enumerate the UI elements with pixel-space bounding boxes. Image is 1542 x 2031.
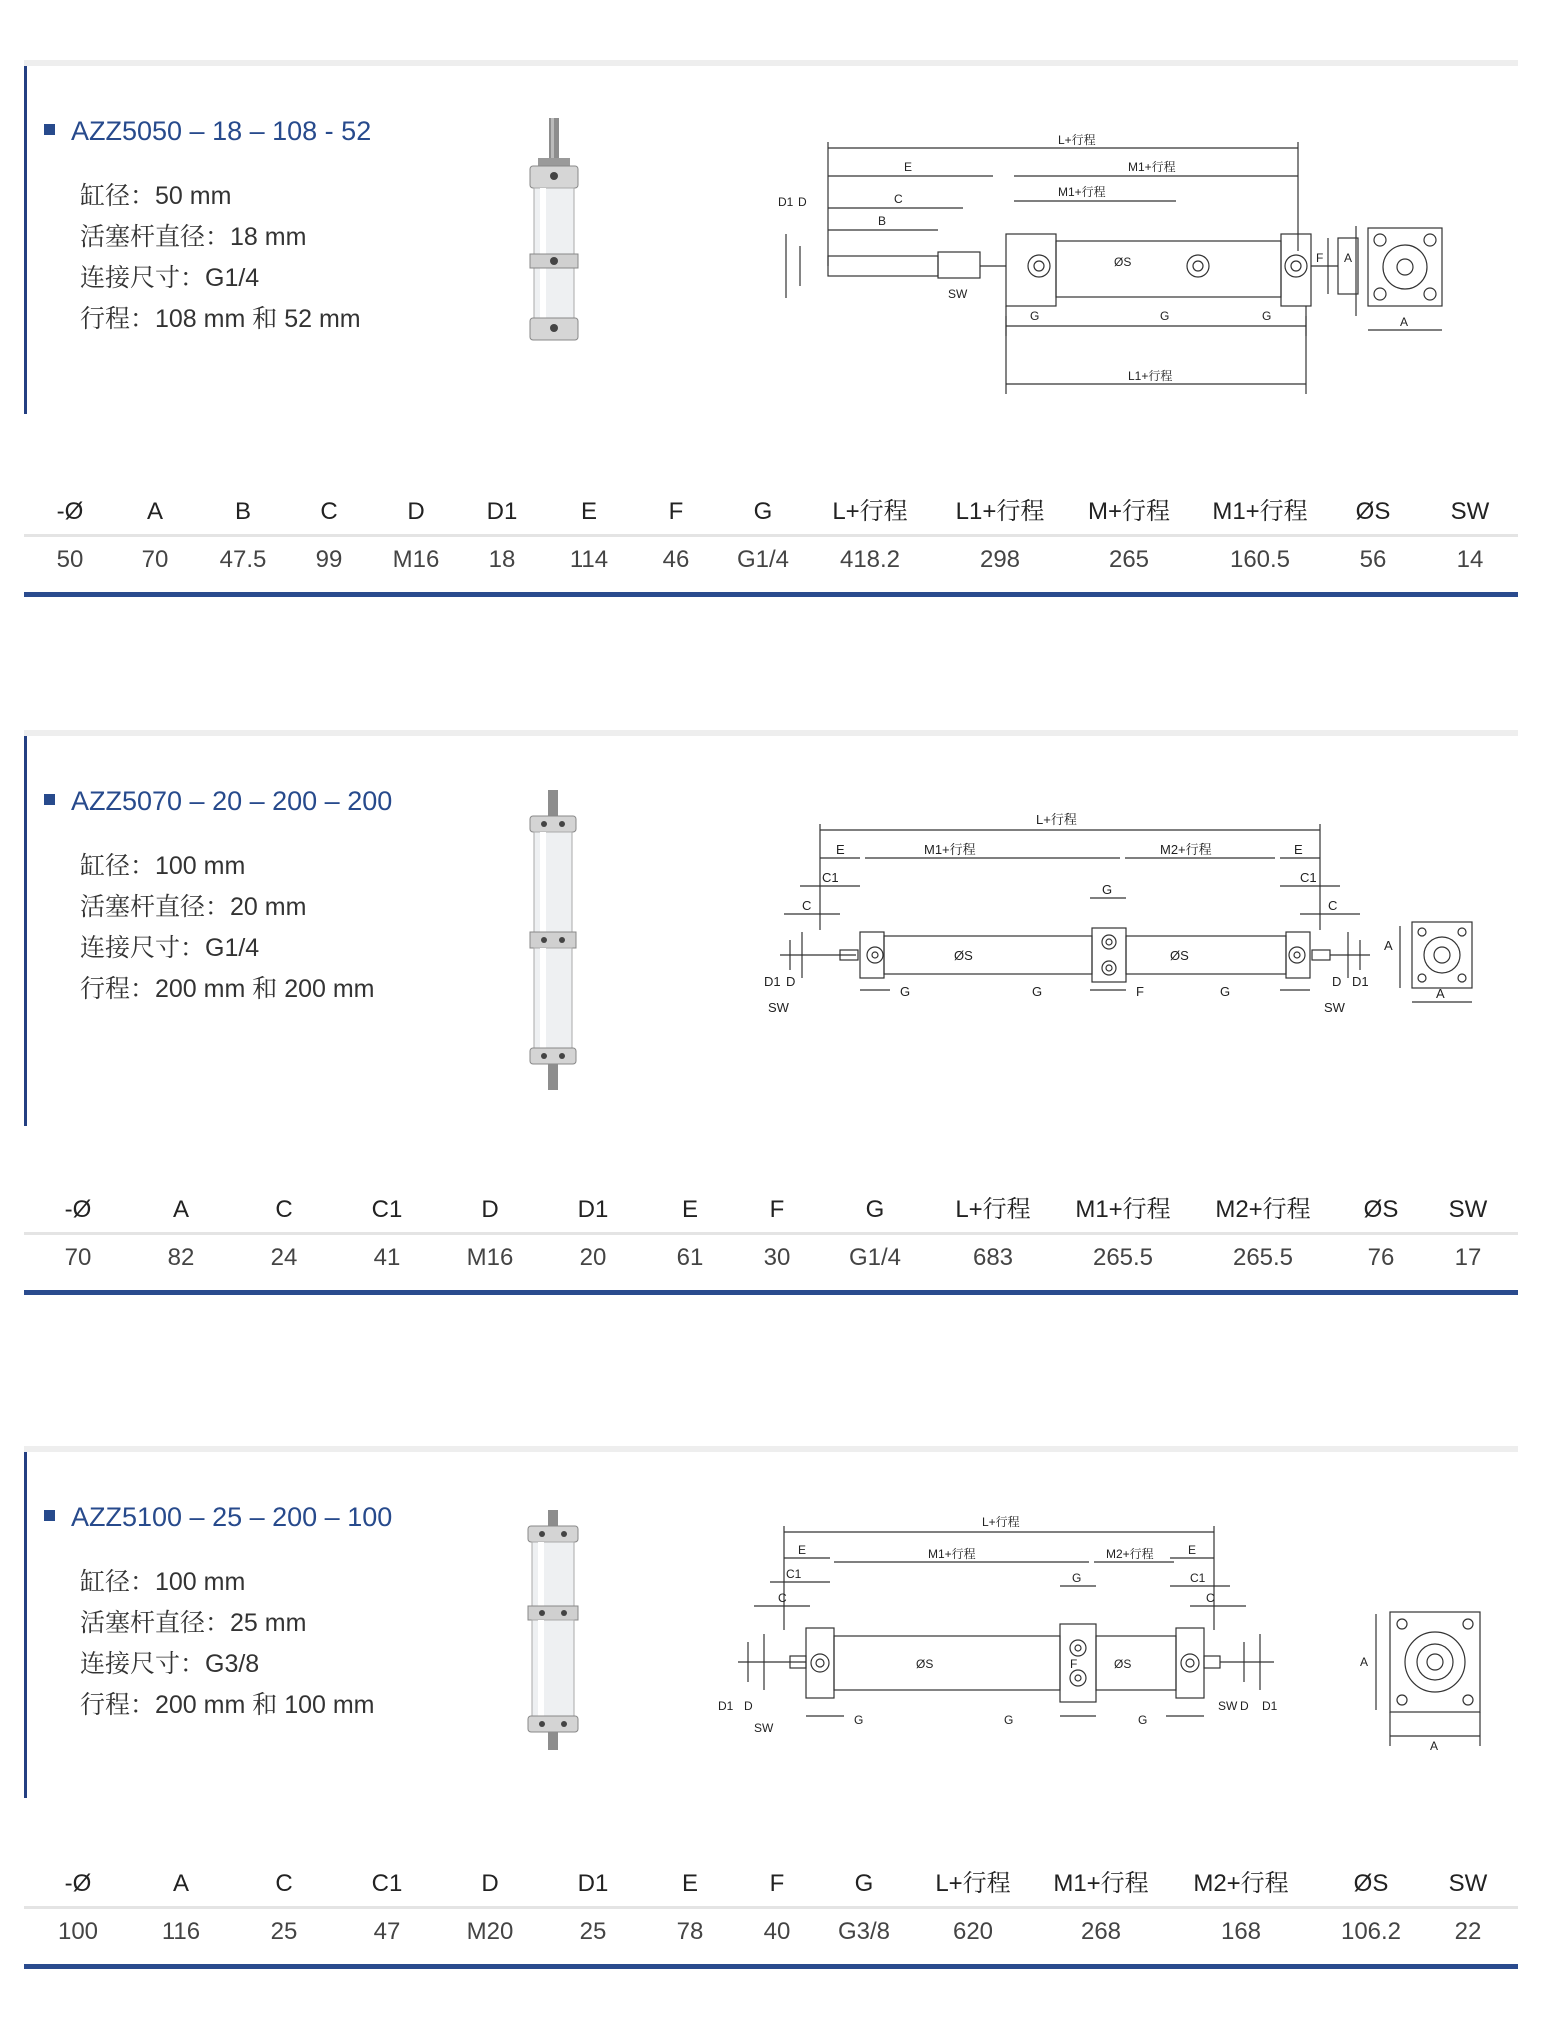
table-header-cell: D1 <box>577 1196 609 1223</box>
table-cell: 683 <box>972 1244 1014 1271</box>
table-cell: 47.5 <box>219 546 267 573</box>
table-header-cell: SW <box>1448 1870 1488 1897</box>
dim-label: E <box>904 160 913 174</box>
table-cell: 265 <box>1108 546 1150 573</box>
table-cell: 18 <box>488 546 516 573</box>
dim-label: D <box>798 195 807 209</box>
table-cell: 268 <box>1080 1918 1122 1945</box>
table-header-cell: G <box>753 498 773 525</box>
table-header-cell: A <box>172 1870 190 1897</box>
dim-label: D <box>1332 974 1342 989</box>
table-row <box>24 1912 1518 1952</box>
dim-label: G <box>1030 309 1040 323</box>
dim-label: D <box>786 974 796 989</box>
table-header-cell: ØS <box>1353 1870 1389 1897</box>
dim-label: SW <box>768 1000 789 1015</box>
product-title <box>44 116 371 147</box>
table-cell: 620 <box>952 1918 994 1945</box>
dim-label: L+行程 <box>1036 812 1077 827</box>
dim-label: G <box>1160 309 1170 323</box>
table-header-cell: D <box>407 498 425 525</box>
dim-label: G <box>1032 984 1043 999</box>
table-cell: 14 <box>1456 546 1484 573</box>
dim-label: SW <box>1324 1000 1345 1015</box>
table-header-cell: E <box>580 498 598 525</box>
dim-label: L1+行程 <box>1128 369 1173 383</box>
spec-bore: 缸径：100 mm <box>80 852 246 880</box>
dim-label: G <box>1004 1713 1014 1727</box>
dim-label: G <box>1220 984 1231 999</box>
table-cell: 30 <box>763 1244 791 1271</box>
dim-label: G <box>1072 1571 1082 1585</box>
table-cell: 17 <box>1454 1244 1482 1271</box>
dim-label: M1+行程 <box>924 842 976 857</box>
dim-label: C <box>802 898 812 913</box>
table-cell: 116 <box>161 1918 201 1945</box>
cylinder-photo-icon <box>514 1510 594 1750</box>
table-cell: 418.2 <box>839 546 901 573</box>
table-cell: 47 <box>373 1918 401 1945</box>
technical-drawing <box>760 810 1500 1050</box>
table-header-row <box>24 492 1518 532</box>
product-title <box>44 786 392 817</box>
table-header-cell: D1 <box>486 498 518 525</box>
dim-label: B <box>878 214 887 228</box>
table-header-cell: F <box>769 1196 785 1223</box>
dim-label: M1+行程 <box>1128 160 1176 174</box>
table-cell: 106.2 <box>1340 1918 1402 1945</box>
table-cell: 25 <box>270 1918 298 1945</box>
dim-label: G <box>1138 1713 1148 1727</box>
dim-label: C <box>1206 1591 1215 1605</box>
dim-label: G <box>1102 882 1113 897</box>
table-header-cell: F <box>769 1870 785 1897</box>
dim-label: SW <box>1218 1699 1238 1713</box>
section-top-divider <box>24 1446 1518 1452</box>
table-header-cell: -Ø <box>64 1870 92 1897</box>
table-header-cell: D <box>481 1196 499 1223</box>
dim-label: C1 <box>786 1567 802 1581</box>
table-header-cell: D1 <box>577 1870 609 1897</box>
spec-stroke: 行程：200 mm 和 200 mm <box>80 975 375 1003</box>
dim-label: D1 <box>778 195 794 209</box>
dim-label: SW <box>754 1721 774 1735</box>
spec-bore: 缸径：50 mm <box>80 182 232 210</box>
dim-label: M2+行程 <box>1106 1547 1154 1561</box>
dim-label: E <box>798 1543 807 1557</box>
spec-connection: 连接尺寸：G1/4 <box>80 264 260 292</box>
table-cell: M16 <box>392 546 440 573</box>
dim-label: C <box>778 1591 787 1605</box>
table-header-cell: C <box>275 1196 293 1223</box>
table-header-cell: M1+行程 <box>1053 1870 1149 1897</box>
table-cell: 61 <box>676 1244 704 1271</box>
spec-rod-diameter: 活塞杆直径：18 mm <box>80 223 307 251</box>
dim-label: E <box>1294 842 1303 857</box>
table-header-cell: L+行程 <box>832 498 908 525</box>
table-header-cell: F <box>668 498 684 525</box>
dim-label: C <box>1328 898 1338 913</box>
dim-label: G <box>1262 309 1272 323</box>
product-title <box>44 1502 392 1533</box>
table-cell: 25 <box>579 1918 607 1945</box>
product-title-text: AZZ5050 – 18 – 108 - 52 <box>71 116 372 146</box>
section-left-accent <box>24 736 27 1126</box>
dim-label: F <box>1136 984 1144 999</box>
dim-label: A <box>1344 251 1353 265</box>
table-cell: 76 <box>1367 1244 1395 1271</box>
dim-label: M1+行程 <box>1058 185 1106 199</box>
table-header-cell: L+行程 <box>955 1196 1031 1223</box>
table-cell: 265.5 <box>1092 1244 1154 1271</box>
table-header-cell: -Ø <box>56 498 84 525</box>
dim-label: ØS <box>1114 1657 1132 1671</box>
section-left-accent <box>24 66 27 414</box>
dim-label: D1 <box>1262 1699 1278 1713</box>
table-cell: G3/8 <box>837 1918 891 1945</box>
cylinder-photo-icon <box>514 790 594 1090</box>
table-row <box>24 1238 1518 1278</box>
table-header-cell: ØS <box>1355 498 1391 525</box>
table-separator <box>24 1232 1518 1235</box>
table-cell: 40 <box>763 1918 791 1945</box>
technical-drawing <box>694 1510 1514 1760</box>
dim-label: F <box>1070 1657 1078 1671</box>
table-cell: 24 <box>270 1244 298 1271</box>
table-cell: 82 <box>167 1244 195 1271</box>
product-title-text: AZZ5100 – 25 – 200 – 100 <box>71 1502 393 1532</box>
dim-label: A <box>1430 1739 1439 1753</box>
table-header-cell: B <box>234 498 252 525</box>
table-bottom-rule <box>24 1290 1518 1295</box>
dim-label: C1 <box>822 870 839 885</box>
dim-label: E <box>1188 1543 1197 1557</box>
table-cell: G1/4 <box>848 1244 902 1271</box>
spec-connection: 连接尺寸：G1/4 <box>80 934 260 962</box>
table-cell: 168 <box>1220 1918 1262 1945</box>
product-title-text: AZZ5070 – 20 – 200 – 200 <box>71 786 393 816</box>
table-cell: 22 <box>1454 1918 1482 1945</box>
dim-label: D <box>1240 1699 1249 1713</box>
spec-rod-diameter: 活塞杆直径：25 mm <box>80 1609 307 1637</box>
table-header-cell: M2+行程 <box>1193 1870 1289 1897</box>
dim-label: ØS <box>1170 948 1189 963</box>
table-cell: 78 <box>676 1918 704 1945</box>
table-cell: 20 <box>579 1244 607 1271</box>
table-cell: 265.5 <box>1232 1244 1294 1271</box>
square-bullet-icon <box>44 794 55 805</box>
table-header-cell: C <box>275 1870 293 1897</box>
table-header-cell: A <box>146 498 164 525</box>
table-cell: 70 <box>141 546 169 573</box>
table-bottom-rule <box>24 1964 1518 1969</box>
table-header-cell: SW <box>1450 498 1490 525</box>
table-cell: 41 <box>373 1244 401 1271</box>
table-separator <box>24 1906 1518 1909</box>
table-header-cell: E <box>681 1196 699 1223</box>
table-cell: 99 <box>315 546 343 573</box>
table-header-cell: ØS <box>1363 1196 1399 1223</box>
dim-label: M2+行程 <box>1160 842 1212 857</box>
technical-drawing <box>768 126 1488 426</box>
table-row <box>24 540 1518 580</box>
table-cell: 56 <box>1359 546 1387 573</box>
dim-label: D <box>744 1699 753 1713</box>
dim-label: F <box>1316 251 1324 265</box>
dim-label: ØS <box>916 1657 934 1671</box>
spec-bore: 缸径：100 mm <box>80 1568 246 1596</box>
table-header-cell: M+行程 <box>1087 498 1171 525</box>
dim-label: M1+行程 <box>928 1547 976 1561</box>
table-cell: M16 <box>466 1244 514 1271</box>
dim-label: D1 <box>718 1699 734 1713</box>
table-cell: 114 <box>569 546 609 573</box>
dim-label: D1 <box>1352 974 1369 989</box>
dim-label: ØS <box>1114 255 1132 269</box>
dim-label: A <box>1360 1655 1369 1669</box>
table-header-cell: SW <box>1448 1196 1488 1223</box>
table-header-cell: D <box>481 1870 499 1897</box>
section-top-divider <box>24 730 1518 736</box>
table-header-cell: E <box>681 1870 699 1897</box>
dim-label: A <box>1400 315 1409 329</box>
dim-label: C1 <box>1190 1571 1206 1585</box>
table-cell: 100 <box>57 1918 99 1945</box>
table-bottom-rule <box>24 592 1518 597</box>
dim-label: G <box>900 984 911 999</box>
dim-label: A <box>1436 986 1445 1001</box>
cylinder-photo-icon <box>510 116 600 352</box>
dim-label: SW <box>948 287 968 301</box>
dim-label: D1 <box>764 974 781 989</box>
section-left-accent <box>24 1452 27 1798</box>
table-header-cell: G <box>865 1196 885 1223</box>
table-cell: 50 <box>56 546 84 573</box>
dim-label: L+行程 <box>982 1515 1020 1529</box>
dim-label: ØS <box>954 948 973 963</box>
table-cell: 46 <box>662 546 690 573</box>
dim-label: E <box>836 842 845 857</box>
table-cell: G1/4 <box>736 546 790 573</box>
spec-stroke: 行程：200 mm 和 100 mm <box>80 1691 375 1719</box>
table-cell: 160.5 <box>1229 546 1291 573</box>
square-bullet-icon <box>44 1510 55 1521</box>
table-header-cell: C1 <box>371 1870 403 1897</box>
table-header-cell: M1+行程 <box>1075 1196 1171 1223</box>
dim-label: C <box>894 192 903 206</box>
table-header-row <box>24 1190 1518 1230</box>
table-header-cell: L+行程 <box>935 1870 1011 1897</box>
table-header-cell: M2+行程 <box>1215 1196 1311 1223</box>
spec-stroke: 行程：108 mm 和 52 mm <box>80 305 361 333</box>
dim-label: G <box>854 1713 864 1727</box>
spec-connection: 连接尺寸：G3/8 <box>80 1650 260 1678</box>
section-top-divider <box>24 60 1518 66</box>
dim-label: A <box>1384 938 1393 953</box>
table-cell: M20 <box>466 1918 514 1945</box>
table-header-cell: A <box>172 1196 190 1223</box>
table-header-cell: L1+行程 <box>955 498 1045 525</box>
table-header-cell: C <box>320 498 338 525</box>
table-header-row <box>24 1864 1518 1904</box>
table-header-cell: C1 <box>371 1196 403 1223</box>
table-header-cell: -Ø <box>64 1196 92 1223</box>
table-separator <box>24 534 1518 537</box>
table-header-cell: M1+行程 <box>1212 498 1308 525</box>
table-cell: 70 <box>64 1244 92 1271</box>
table-cell: 298 <box>979 546 1021 573</box>
table-header-cell: G <box>854 1870 874 1897</box>
square-bullet-icon <box>44 124 55 135</box>
dim-label: L+行程 <box>1058 133 1096 147</box>
dim-label: C1 <box>1300 870 1317 885</box>
spec-rod-diameter: 活塞杆直径：20 mm <box>80 893 307 921</box>
